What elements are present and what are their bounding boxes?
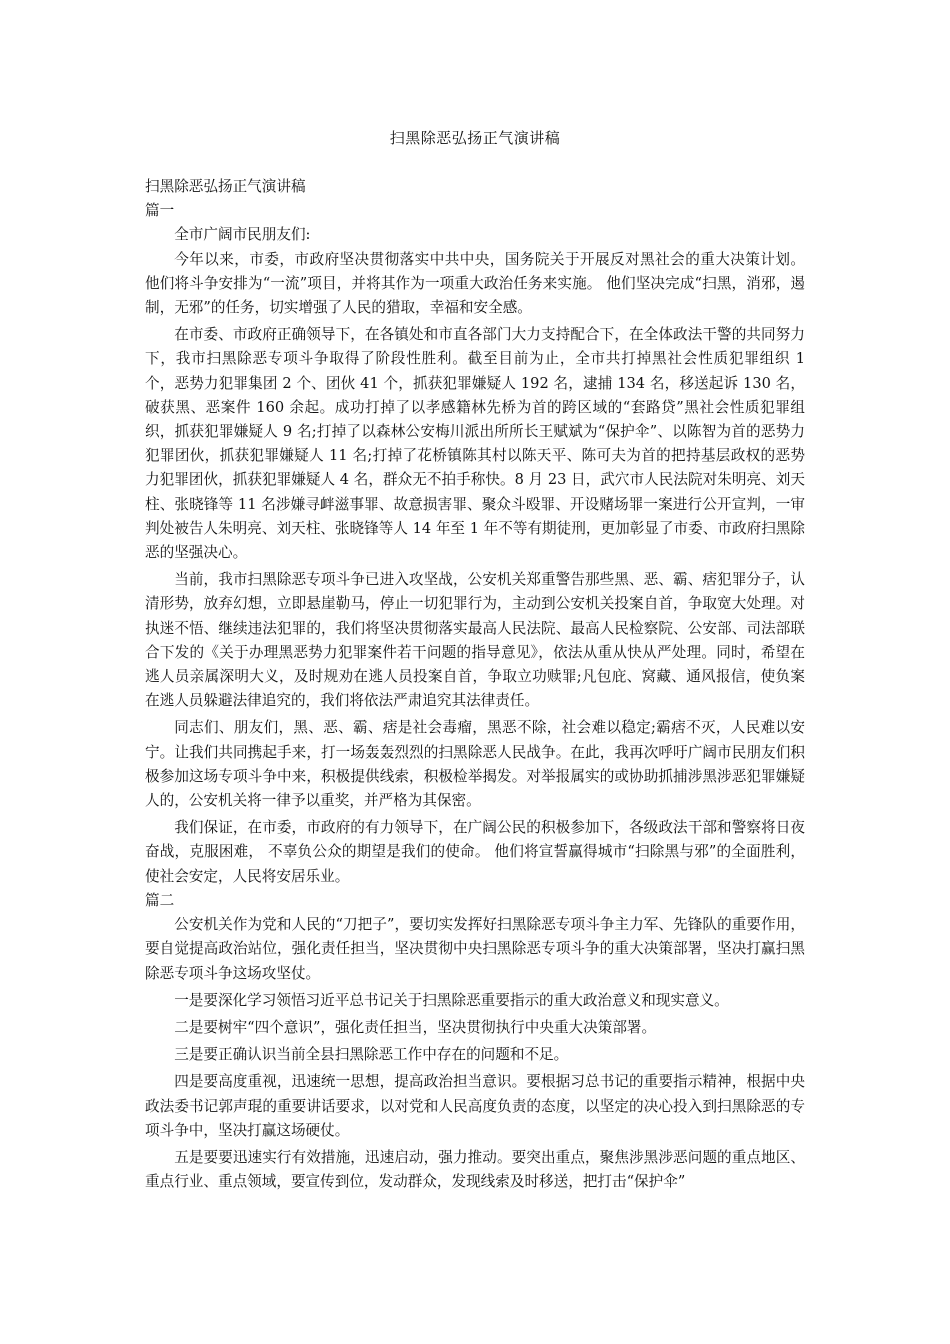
paragraph: 今年以来，市委，市政府坚决贯彻落实中共中央，国务院关于开展反对黑社会的重大决策计划。 他们将斗争安排为“一流”项目，并将其作为一项重大政治任务来实施。 他们坚决完成“扫黑，消邪，遏制，无邪”的任务，切实增强了人民的猎取，幸福和安全感。 <box>145 250 805 317</box>
paragraph: 四是要高度重视，迅速统一思想，提高政治担当意识。要根据习总书记的重要指示精神，根据中央政法委书记郭声琨的重要讲话要求，以对党和人民高度负责的态度，以坚定的决心投入到扫黑除恶的专项斗争中，坚决打赢这场硬仗。 <box>145 1073 805 1139</box>
paragraph: 五是要要迅速实行有效措施，迅速启动，强力推动。要突出重点，聚焦涉黑涉恶问题的重点地区、重点行业、重点领域，要宣传到位，发动群众，发现线索及时移送，把打击“保护伞” <box>145 1148 805 1191</box>
paragraph: 公安机关作为党和人民的“刀把子”，要切实发挥好扫黑除恶专项斗争主力军、先锋队的重要作用，要自觉提高政治站位，强化责任担当，坚决贯彻中央扫黑除恶专项斗争的重大决策部署，坚决打赢扫黑除恶专项斗争这场攻坚仗。 <box>145 916 805 982</box>
paragraph: 三是要正确认识当前全县扫黑除恶工作中存在的问题和不足。 <box>174 1046 569 1064</box>
document-body <box>145 175 805 1194</box>
paragraph: 同志们、朋友们，黑、恶、霸、痞是社会毒瘤，黑恶不除，社会难以稳定;霸痞不灭，人民难以安宁。让我们共同携起手来，打一场轰轰烈烈的扫黑除恶人民战争。在此，我再次呼吁广阔市民朋友们积极参加这场专项斗争中来，积极提供线索，积极检举揭发。对举报属实的或协助抓捕涉黑涉恶犯罪嫌疑人的，公安机关将一律予以重奖，并严格为其保密。 <box>145 719 805 810</box>
section-label-2: 篇二 <box>145 891 175 909</box>
paragraph: 当前，我市扫黑除恶专项斗争已进入攻坚战，公安机关郑重警告那些黑、恶、霸、痞犯罪分子，认清形势，放弃幻想，立即悬崖勒马，停止一切犯罪行为，主动到公安机关投案自首，争取宽大处理。对执迷不悟、继续违法犯罪的，我们将坚决贯彻落实最高人民法院、最高人民检察院、公安部、司法部联合下发的《关于办理黑恶势力犯罪案件若干问题的指导意见》，依法从重从快从严处理。同时，希望在逃人员亲属深明大义，及时规劝在逃人员投案自首，争取立功赎罪;凡包庇、窝藏、通风报信，使负案在逃人员躲避法律追究的，我们将依法严肃追究其法律责任。 <box>145 571 805 710</box>
paragraph: 全市广阔市民朋友们: <box>174 226 311 244</box>
paragraph: 在市委、市政府正确领导下，在各镇处和市直各部门大力支持配合下，在全体政法干警的共同努力下，我市扫黑除恶专项斗争取得了阶段性胜利。截至目前为止，全市共打掉黑社会性质犯罪组织 1 个，恶势力犯罪集团 2 个、团伙 41 个，抓获犯罪嫌疑人 192 名，逮捕 134 名，移送起诉 130 名，破获黑、恶案件 160 余起。成功打掉了以孝感籍林先桥为首的跨区域的“套路贷”黑社会性质犯罪组织，抓获犯罪嫌疑人 9 名;打掉了以森林公安梅川派出所所长王赋斌为“保护伞”、以陈智为首的恶势力犯罪团伙，抓获犯罪嫌疑人 11 名;打掉了花桥镇陈其村以陈天平、陈可夫为首的把持基层政权的恶势力犯罪团伙，抓获犯罪嫌疑人 4 名，群众无不拍手称快。8 月 23 日，武穴市人民法院对朱明亮、刘天柱、张晓锋等 11 名涉嫌寻衅滋事罪、故意损害罪、聚众斗殴罪、开设赌场罪一案进行公开宣判，一审判处被告人朱明亮、刘天柱、张晓锋等人 14 年至 1 年不等有期徒刑，更加彰显了市委、市政府扫黑除恶的坚强决心。 <box>145 326 805 562</box>
document-title: 扫黑除恶弘扬正气演讲稿 <box>389 129 561 147</box>
paragraph: 二是要树牢“四个意识”，强化责任担当，坚决贯彻执行中央重大决策部署。 <box>174 1018 657 1036</box>
paragraph: 一是要深化学习领悟习近平总书记关于扫黑除恶重要指示的重大政治意义和现实意义。 <box>174 991 729 1009</box>
paragraph: 我们保证，在市委，市政府的有力领导下，在广阔公民的积极参加下，各级政法干部和警察将日夜奋战，克服困难， 不辜负公众的期望是我们的使命。 他们将宣誓赢得城市“扫除黑与邪”的全面胜利，使社会安定，人民将安居乐业。 <box>145 819 805 885</box>
document-subtitle: 扫黑除恶弘扬正气演讲稿 <box>145 178 306 195</box>
section-label-1: 篇一 <box>145 202 175 220</box>
